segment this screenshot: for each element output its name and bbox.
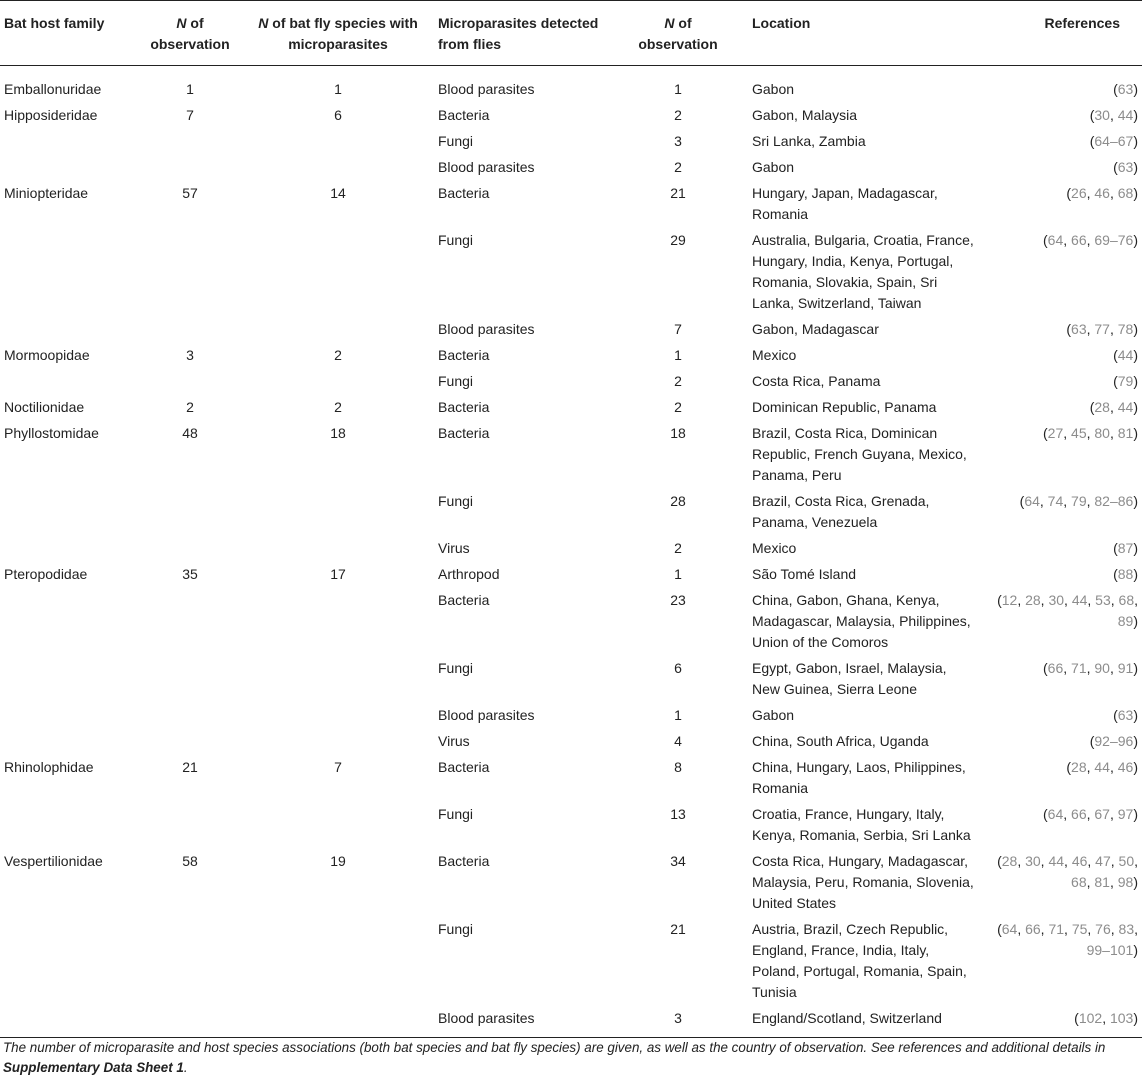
cell-host-family bbox=[0, 919, 136, 1008]
cell-location: China, Hungary, Laos, Philippines, Romania bbox=[752, 759, 966, 796]
table-row bbox=[0, 491, 1142, 538]
table-footnote bbox=[3, 1038, 1139, 1078]
cell-location: Brazil, Costa Rica, Grenada, Panama, Venezuela bbox=[752, 493, 930, 530]
reference-link[interactable]: 46 bbox=[1117, 759, 1134, 775]
cell-n-species bbox=[244, 319, 432, 345]
cell-n-species: 2 bbox=[334, 347, 342, 363]
cell-n-observation: 57 bbox=[182, 185, 198, 201]
header-n2-rest: of observation bbox=[638, 15, 718, 52]
reference-link[interactable]: 53 bbox=[1095, 592, 1111, 608]
table-row bbox=[0, 131, 1142, 157]
reference-link[interactable]: 66 bbox=[1025, 921, 1041, 937]
cell-references: (12, 28, 30, 44, 53, 68, 89) bbox=[997, 592, 1138, 629]
cell-n-observation bbox=[136, 230, 244, 319]
cell-n-species bbox=[244, 705, 432, 731]
cell-references: (26, 46, 68) bbox=[1066, 185, 1138, 201]
cell-location: Dominican Republic, Panama bbox=[752, 399, 937, 415]
cell-references: (64, 66, 67, 97) bbox=[1043, 806, 1138, 822]
cell-microparasite: Bacteria bbox=[438, 592, 490, 608]
reference-link[interactable]: 88 bbox=[1117, 566, 1134, 582]
header-microparasites: Microparasites detected from flies bbox=[432, 1, 624, 66]
table-row bbox=[0, 66, 1142, 106]
table-row bbox=[0, 564, 1142, 590]
cell-n-observation-2: 18 bbox=[670, 425, 686, 441]
table-row bbox=[0, 183, 1142, 230]
table-row bbox=[0, 345, 1142, 371]
cell-microparasite: Bacteria bbox=[438, 759, 490, 775]
cell-n-observation-2: 2 bbox=[674, 373, 682, 389]
reference-link[interactable]: 44 bbox=[1117, 399, 1134, 415]
cell-n-observation-2: 6 bbox=[674, 660, 682, 676]
cell-host-family bbox=[0, 131, 136, 157]
cell-location: Gabon bbox=[752, 159, 795, 175]
table-row bbox=[0, 590, 1142, 658]
header-location: Location bbox=[732, 1, 982, 66]
cell-n-observation-2: 8 bbox=[674, 759, 682, 775]
cell-n-observation-2: 34 bbox=[670, 853, 686, 869]
cell-n-species bbox=[244, 919, 432, 1008]
cell-n-observation: 1 bbox=[186, 81, 194, 97]
cell-microparasite: Fungi bbox=[438, 660, 474, 676]
cell-n-species bbox=[244, 131, 432, 157]
cell-n-species bbox=[244, 804, 432, 851]
cell-n-species: 2 bbox=[334, 399, 342, 415]
cell-n-observation bbox=[136, 1008, 244, 1038]
cell-n-observation-2: 13 bbox=[670, 806, 686, 822]
cell-host-family: Vespertilionidae bbox=[4, 853, 103, 869]
footnote-text: The number of microparasite and host species associations (both bat species and bat fly species) are given, as well as the country of observation. See references and additional details in bbox=[3, 1040, 1106, 1055]
reference-link[interactable]: 45 bbox=[1071, 425, 1087, 441]
reference-link[interactable]: 28 bbox=[1071, 759, 1087, 775]
cell-references: (64, 66, 71, 75, 76, 83, 99–101) bbox=[997, 921, 1138, 958]
cell-n-observation-2: 1 bbox=[674, 347, 682, 363]
cell-microparasite: Bacteria bbox=[438, 399, 490, 415]
cell-location: Hungary, Japan, Madagascar, Romania bbox=[752, 185, 938, 222]
cell-host-family bbox=[0, 804, 136, 851]
cell-references: (64, 66, 69–76) bbox=[1043, 232, 1138, 248]
cell-n-observation-2: 23 bbox=[670, 592, 686, 608]
cell-n-observation: 58 bbox=[182, 853, 198, 869]
cell-microparasite: Bacteria bbox=[438, 185, 490, 201]
reference-link[interactable]: 68 bbox=[1117, 185, 1134, 201]
cell-references: (63) bbox=[1113, 159, 1138, 175]
cell-microparasite: Blood parasites bbox=[432, 1008, 624, 1038]
cell-references: (88) bbox=[1113, 566, 1138, 582]
header-host-family: Bat host family bbox=[0, 1, 136, 66]
cell-host-family bbox=[0, 1008, 136, 1038]
header-references: References bbox=[982, 1, 1142, 66]
cell-n-species bbox=[244, 157, 432, 183]
table-row bbox=[0, 804, 1142, 851]
table-row bbox=[0, 423, 1142, 491]
reference-link[interactable]: 66 bbox=[1047, 660, 1064, 676]
cell-host-family: Noctilionidae bbox=[4, 399, 85, 415]
cell-n-observation bbox=[136, 319, 244, 345]
table-row bbox=[0, 319, 1142, 345]
cell-microparasite: Bacteria bbox=[438, 853, 490, 869]
cell-n-species bbox=[244, 538, 432, 564]
reference-link[interactable]: 97 bbox=[1117, 806, 1134, 822]
reference-link[interactable]: 68 bbox=[1118, 592, 1135, 608]
cell-host-family: Mormoopidae bbox=[4, 347, 90, 363]
reference-link[interactable]: 63 bbox=[1071, 321, 1087, 337]
cell-n-species bbox=[244, 731, 432, 757]
cell-location: Costa Rica, Panama bbox=[752, 373, 881, 389]
cell-microparasite: Blood parasites bbox=[438, 159, 535, 175]
cell-microparasite: Blood parasites bbox=[438, 81, 535, 97]
cell-n-observation: 48 bbox=[182, 425, 198, 441]
reference-link[interactable]: 12 bbox=[1001, 592, 1018, 608]
cell-n-species: 7 bbox=[334, 759, 342, 775]
reference-link[interactable]: 44 bbox=[1094, 759, 1110, 775]
cell-location: Australia, Bulgaria, Croatia, France, Hungary, India, Kenya, Portugal, Romania, Slovakia, Spain, Sri Lanka, Switzerland, Taiwan bbox=[752, 232, 974, 311]
cell-references: (28, 44) bbox=[1089, 399, 1138, 415]
reference-link[interactable]: 28 bbox=[1001, 853, 1018, 869]
cell-references: (87) bbox=[1113, 540, 1138, 556]
cell-n-observation-2: 1 bbox=[674, 707, 682, 723]
cell-location: Gabon bbox=[752, 707, 795, 723]
cell-n-species bbox=[244, 371, 432, 397]
reference-link[interactable]: 74 bbox=[1047, 493, 1064, 509]
reference-link[interactable]: 83 bbox=[1118, 921, 1135, 937]
reference-link[interactable]: 44 bbox=[1117, 347, 1134, 363]
cell-location: Austria, Brazil, Czech Republic, England, France, India, Italy, Poland, Portugal, Romania, Spain, Tunisia bbox=[752, 921, 967, 1000]
cell-references: (102, 103) bbox=[982, 1008, 1142, 1038]
cell-host-family bbox=[0, 157, 136, 183]
cell-n-species bbox=[244, 230, 432, 319]
cell-host-family: Emballonuridae bbox=[4, 81, 102, 97]
cell-location: Mexico bbox=[752, 347, 797, 363]
reference-link[interactable]: 27 bbox=[1047, 425, 1064, 441]
reference-link[interactable]: 44 bbox=[1117, 107, 1134, 123]
cell-host-family bbox=[0, 590, 136, 658]
cell-location: China, Gabon, Ghana, Kenya, Madagascar, Malaysia, Philippines, Union of the Comoros bbox=[752, 592, 971, 650]
reference-link[interactable]: 26 bbox=[1071, 185, 1087, 201]
cell-n-observation-2: 1 bbox=[674, 81, 682, 97]
reference-link[interactable]: 76 bbox=[1095, 921, 1111, 937]
cell-host-family: Hipposideridae bbox=[4, 107, 98, 123]
table-row bbox=[0, 1008, 1142, 1038]
cell-references: (63) bbox=[1113, 81, 1138, 97]
reference-link[interactable]: 75 bbox=[1071, 921, 1088, 937]
cell-n-observation bbox=[136, 658, 244, 705]
reference-link[interactable]: 80 bbox=[1094, 425, 1110, 441]
cell-microparasite: Fungi bbox=[438, 232, 474, 248]
table-row bbox=[0, 851, 1142, 919]
reference-link[interactable]: 63 bbox=[1117, 707, 1134, 723]
cell-host-family bbox=[0, 319, 136, 345]
reference-link[interactable]: 44 bbox=[1048, 853, 1065, 869]
cell-microparasite: Bacteria bbox=[438, 425, 490, 441]
cell-host-family bbox=[0, 491, 136, 538]
footnote-supplementary-link[interactable]: Supplementary Data Sheet 1 bbox=[3, 1060, 184, 1075]
cell-host-family: Rhinolophidae bbox=[4, 759, 94, 775]
reference-link[interactable]: 90 bbox=[1094, 660, 1110, 676]
cell-n-observation-2: 21 bbox=[670, 185, 686, 201]
cell-references: (92–96) bbox=[1089, 733, 1138, 749]
cell-n-observation: 7 bbox=[186, 107, 194, 123]
cell-n-observation-2: 4 bbox=[674, 733, 682, 749]
cell-location: China, South Africa, Uganda bbox=[752, 733, 929, 749]
cell-location: Egypt, Gabon, Israel, Malaysia, New Guinea, Sierra Leone bbox=[752, 660, 947, 697]
cell-references: (30, 44) bbox=[1089, 107, 1138, 123]
cell-microparasite: Virus bbox=[438, 733, 470, 749]
reference-link[interactable]: 69–76 bbox=[1094, 232, 1134, 248]
cell-microparasite: Virus bbox=[438, 540, 470, 556]
cell-n-species bbox=[244, 1008, 432, 1038]
cell-references: (28, 30, 44, 46, 47, 50, 68, 81, 98) bbox=[997, 853, 1138, 890]
cell-host-family bbox=[0, 230, 136, 319]
cell-references: (28, 44, 46) bbox=[1066, 759, 1138, 775]
cell-n-observation-2: 2 bbox=[674, 540, 682, 556]
cell-references: (79) bbox=[1113, 373, 1138, 389]
cell-references: (63, 77, 78) bbox=[1066, 321, 1138, 337]
cell-microparasite: Fungi bbox=[438, 133, 474, 149]
cell-references: (64, 74, 79, 82–86) bbox=[1019, 493, 1138, 509]
cell-location: São Tomé Island bbox=[752, 566, 857, 582]
cell-n-observation bbox=[136, 590, 244, 658]
table-row bbox=[0, 371, 1142, 397]
table-row bbox=[0, 658, 1142, 705]
header-n-species-italic: N bbox=[258, 15, 269, 31]
reference-link[interactable]: 28 bbox=[1094, 399, 1110, 415]
cell-references: (63) bbox=[1113, 707, 1138, 723]
cell-location: Brazil, Costa Rica, Dominican Republic, French Guyana, Mexico, Panama, Peru bbox=[752, 425, 967, 483]
reference-link[interactable]: 28 bbox=[1025, 592, 1041, 608]
cell-n-observation-2: 7 bbox=[674, 321, 682, 337]
table-body bbox=[0, 66, 1142, 1038]
cell-n-species: 17 bbox=[330, 566, 346, 582]
reference-link[interactable]: 64 bbox=[1024, 493, 1040, 509]
header-n-italic: N bbox=[176, 15, 187, 31]
header-n-species bbox=[244, 1, 432, 66]
reference-link[interactable]: 63 bbox=[1117, 159, 1134, 175]
cell-microparasite: Bacteria bbox=[438, 107, 490, 123]
reference-link[interactable]: 71 bbox=[1048, 921, 1065, 937]
table-row bbox=[0, 705, 1142, 731]
table-row bbox=[0, 397, 1142, 423]
cell-n-observation bbox=[136, 371, 244, 397]
reference-link[interactable]: 91 bbox=[1117, 660, 1134, 676]
header-n2-italic: N bbox=[664, 15, 675, 31]
cell-microparasite: Bacteria bbox=[438, 347, 490, 363]
header-n-observation-2 bbox=[624, 1, 732, 66]
cell-n-species bbox=[244, 491, 432, 538]
cell-n-observation-2: 21 bbox=[670, 921, 686, 937]
cell-n-observation-2: 2 bbox=[674, 399, 682, 415]
cell-n-species: 6 bbox=[334, 107, 342, 123]
reference-link[interactable]: 92–96 bbox=[1094, 733, 1134, 749]
cell-microparasite: Blood parasites bbox=[438, 707, 535, 723]
cell-location: Gabon bbox=[752, 81, 795, 97]
reference-link[interactable]: 50 bbox=[1118, 853, 1135, 869]
cell-host-family bbox=[0, 705, 136, 731]
cell-host-family: Miniopteridae bbox=[4, 185, 89, 201]
header-n-species-rest: of bat fly species with microparasites bbox=[268, 15, 418, 52]
cell-references: (66, 71, 90, 91) bbox=[1043, 660, 1138, 676]
cell-host-family bbox=[0, 658, 136, 705]
table-row bbox=[0, 105, 1142, 131]
table-row bbox=[0, 919, 1142, 1008]
cell-n-species: 14 bbox=[330, 185, 346, 201]
cell-location: Costa Rica, Hungary, Madagascar, Malaysia, Peru, Romania, Slovenia, United States bbox=[752, 853, 974, 911]
cell-n-species: 18 bbox=[330, 425, 346, 441]
reference-link[interactable]: 98 bbox=[1117, 874, 1134, 890]
reference-link[interactable]: 71 bbox=[1071, 660, 1087, 676]
cell-location: Gabon, Madagascar bbox=[752, 321, 879, 337]
header-n-rest: of observation bbox=[150, 15, 230, 52]
cell-host-family bbox=[0, 371, 136, 397]
reference-link[interactable]: 103 bbox=[1109, 1010, 1134, 1026]
cell-microparasite: Fungi bbox=[438, 373, 474, 389]
reference-link[interactable]: 64–67 bbox=[1094, 133, 1134, 149]
reference-link[interactable]: 87 bbox=[1117, 540, 1134, 556]
cell-n-observation bbox=[136, 131, 244, 157]
cell-microparasite: Blood parasites bbox=[438, 321, 535, 337]
table-row bbox=[0, 731, 1142, 757]
reference-link[interactable]: 47 bbox=[1095, 853, 1111, 869]
cell-n-observation bbox=[136, 491, 244, 538]
table-row bbox=[0, 757, 1142, 804]
reference-link[interactable]: 68 bbox=[1071, 874, 1087, 890]
cell-n-observation: 2 bbox=[186, 399, 194, 415]
cell-n-observation-2: 28 bbox=[670, 493, 686, 509]
cell-n-observation bbox=[136, 538, 244, 564]
reference-link[interactable]: 30 bbox=[1048, 592, 1065, 608]
cell-references: (64–67) bbox=[1089, 133, 1138, 149]
cell-n-species: 19 bbox=[330, 853, 346, 869]
footnote-end: . bbox=[183, 1060, 188, 1075]
cell-microparasite: Fungi bbox=[438, 806, 474, 822]
reference-link[interactable]: 64 bbox=[1047, 806, 1064, 822]
cell-n-observation-2: 2 bbox=[674, 159, 682, 175]
reference-link[interactable]: 67 bbox=[1094, 806, 1110, 822]
cell-n-observation: 35 bbox=[182, 566, 198, 582]
cell-n-observation bbox=[136, 705, 244, 731]
reference-link[interactable]: 102 bbox=[1078, 1010, 1103, 1026]
reference-link[interactable]: 89 bbox=[1117, 613, 1134, 629]
cell-n-observation: 21 bbox=[182, 759, 198, 775]
reference-link[interactable]: 81 bbox=[1094, 874, 1110, 890]
reference-link[interactable]: 79 bbox=[1071, 493, 1087, 509]
cell-n-species bbox=[244, 590, 432, 658]
table-header bbox=[0, 1, 1142, 66]
cell-host-family bbox=[0, 538, 136, 564]
cell-references: (44) bbox=[1113, 347, 1138, 363]
reference-link[interactable]: 81 bbox=[1117, 425, 1134, 441]
cell-location: Gabon, Malaysia bbox=[752, 107, 858, 123]
cell-n-observation bbox=[136, 157, 244, 183]
reference-link[interactable]: 46 bbox=[1094, 185, 1110, 201]
reference-link[interactable]: 82–86 bbox=[1094, 493, 1134, 509]
header-row bbox=[0, 1, 1142, 66]
cell-host-family: Pteropodidae bbox=[4, 566, 88, 582]
reference-link[interactable]: 63 bbox=[1117, 81, 1134, 97]
table-row bbox=[0, 538, 1142, 564]
header-n-observation bbox=[136, 1, 244, 66]
reference-link[interactable]: 99–101 bbox=[1086, 942, 1134, 958]
cell-n-observation bbox=[136, 731, 244, 757]
cell-host-family bbox=[0, 731, 136, 757]
cell-n-observation-2: 1 bbox=[674, 566, 682, 582]
cell-n-observation: 3 bbox=[186, 347, 194, 363]
cell-microparasite: Fungi bbox=[438, 921, 474, 937]
cell-host-family: Phyllostomidae bbox=[4, 425, 99, 441]
cell-n-species: 1 bbox=[334, 81, 342, 97]
cell-microparasite: Fungi bbox=[438, 493, 474, 509]
reference-link[interactable]: 64 bbox=[1001, 921, 1018, 937]
reference-link[interactable]: 44 bbox=[1071, 592, 1088, 608]
cell-location: Sri Lanka, Zambia bbox=[752, 133, 866, 149]
reference-link[interactable]: 30 bbox=[1025, 853, 1041, 869]
cell-microparasite: Arthropod bbox=[438, 566, 500, 582]
reference-link[interactable]: 30 bbox=[1094, 107, 1110, 123]
cell-n-observation-2: 2 bbox=[674, 107, 682, 123]
table-row bbox=[0, 157, 1142, 183]
cell-n-observation-2: 3 bbox=[674, 133, 682, 149]
reference-link[interactable]: 77 bbox=[1094, 321, 1110, 337]
cell-references: (27, 45, 80, 81) bbox=[1043, 425, 1138, 441]
reference-link[interactable]: 79 bbox=[1117, 373, 1134, 389]
cell-n-observation bbox=[136, 804, 244, 851]
cell-n-observation-2: 3 bbox=[624, 1008, 732, 1038]
reference-link[interactable]: 78 bbox=[1117, 321, 1134, 337]
cell-n-species bbox=[244, 658, 432, 705]
reference-link[interactable]: 64 bbox=[1047, 232, 1064, 248]
reference-link[interactable]: 66 bbox=[1071, 806, 1087, 822]
reference-link[interactable]: 66 bbox=[1071, 232, 1087, 248]
cell-location: Mexico bbox=[752, 540, 797, 556]
table-row bbox=[0, 230, 1142, 319]
cell-location: Croatia, France, Hungary, Italy, Kenya, Romania, Serbia, Sri Lanka bbox=[752, 806, 971, 843]
reference-link[interactable]: 46 bbox=[1071, 853, 1088, 869]
cell-n-observation bbox=[136, 919, 244, 1008]
cell-location: England/Scotland, Switzerland bbox=[732, 1008, 982, 1038]
cell-n-observation-2: 29 bbox=[670, 232, 686, 248]
